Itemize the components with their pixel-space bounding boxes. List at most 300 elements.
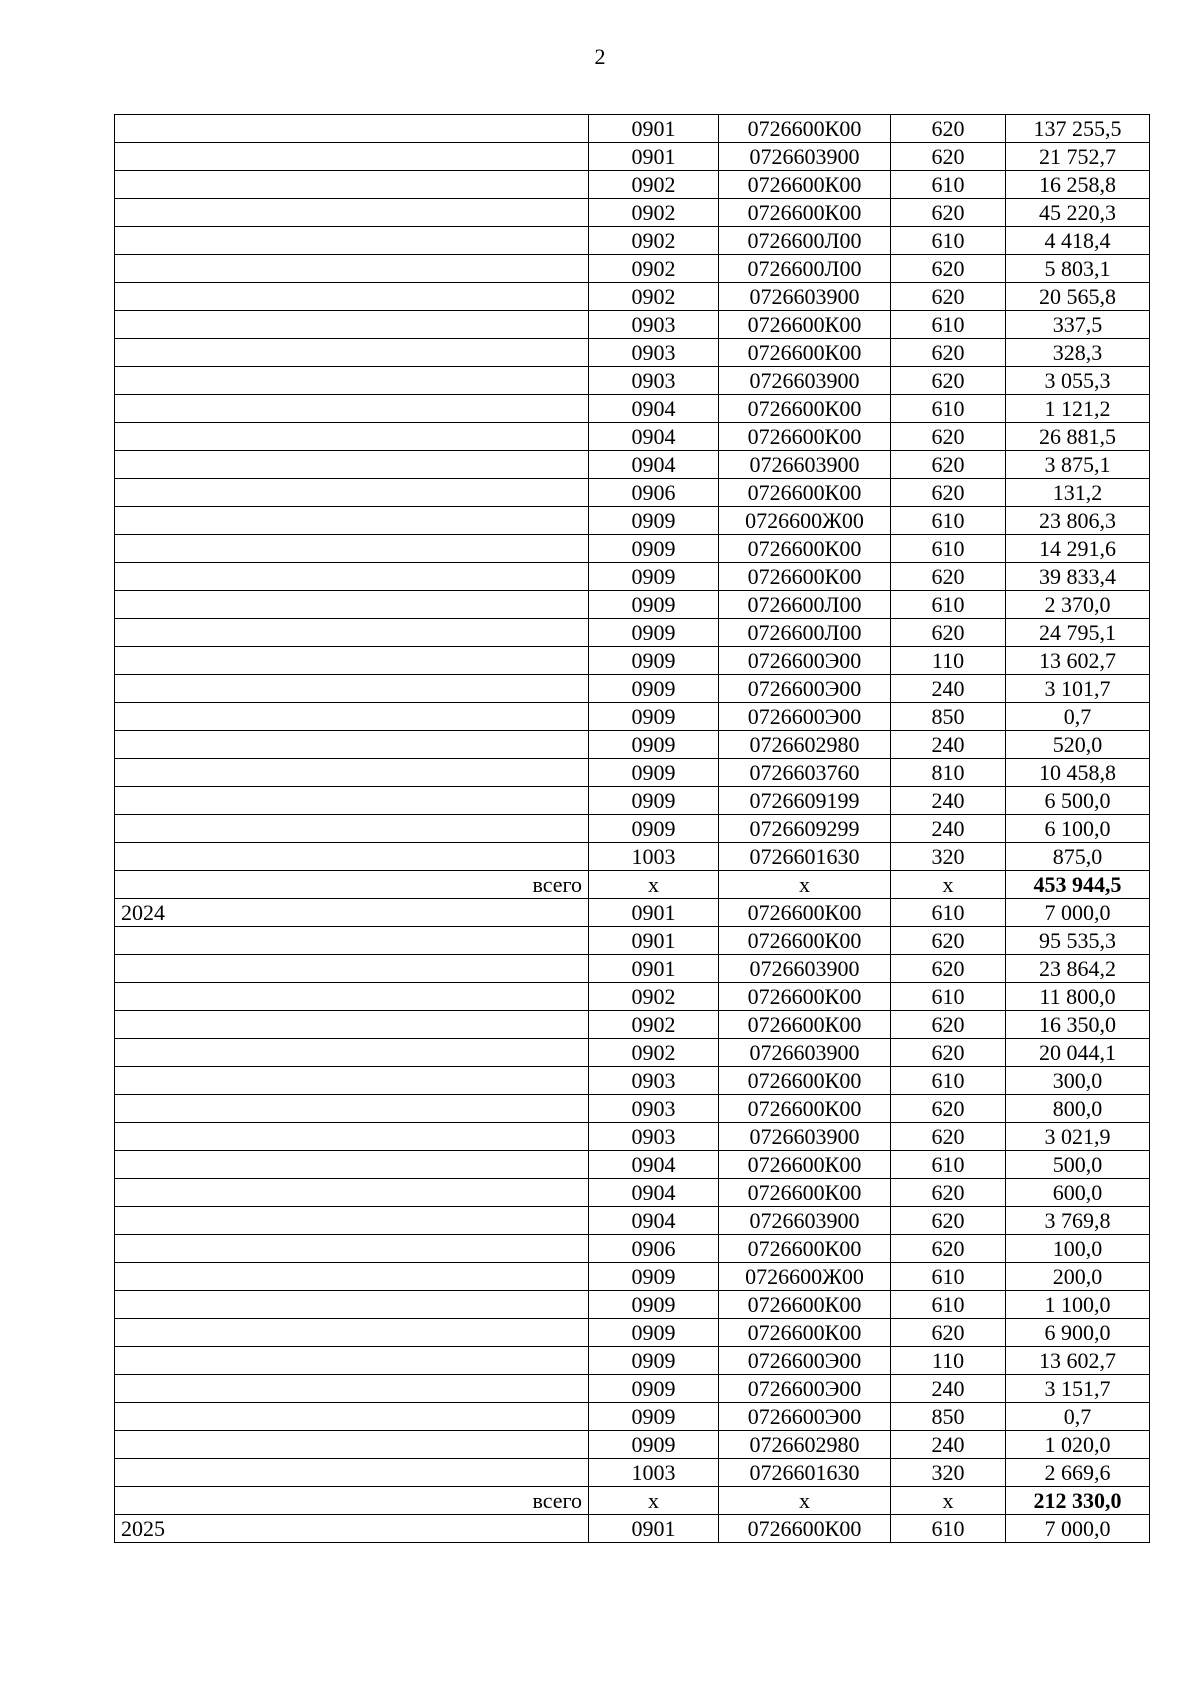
expense-type-cell: 610 <box>891 395 1006 423</box>
target-article-cell: 0726600К00 <box>719 1291 891 1319</box>
table-row <box>115 143 1150 171</box>
row-label-cell <box>115 423 589 451</box>
table-row <box>115 1291 1150 1319</box>
expense-type-cell: 850 <box>891 703 1006 731</box>
row-label-cell <box>115 115 589 143</box>
expense-type-cell: 610 <box>891 171 1006 199</box>
section-code-cell: 0909 <box>589 759 719 787</box>
amount-cell: 16 350,0 <box>1006 1011 1150 1039</box>
target-article-cell: 0726600К00 <box>719 1179 891 1207</box>
expense-type-cell: 620 <box>891 367 1006 395</box>
section-code-cell: 0909 <box>589 731 719 759</box>
row-label-cell <box>115 255 589 283</box>
row-label-cell <box>115 1011 589 1039</box>
section-code-cell: 0904 <box>589 1179 719 1207</box>
amount-cell: 3 875,1 <box>1006 451 1150 479</box>
section-code-cell: 1003 <box>589 843 719 871</box>
table-row <box>115 1431 1150 1459</box>
target-article-cell: х <box>719 871 891 899</box>
table-row <box>115 563 1150 591</box>
section-code-cell: 0902 <box>589 1011 719 1039</box>
expense-type-cell: 620 <box>891 479 1006 507</box>
row-label-cell <box>115 1207 589 1235</box>
amount-cell: 3 769,8 <box>1006 1207 1150 1235</box>
row-label-cell <box>115 1123 589 1151</box>
row-label-cell <box>115 1459 589 1487</box>
row-label-cell <box>115 927 589 955</box>
target-article-cell: 0726603900 <box>719 143 891 171</box>
section-code-cell: 0909 <box>589 1319 719 1347</box>
table-row <box>115 1095 1150 1123</box>
table-row <box>115 983 1150 1011</box>
amount-cell: 200,0 <box>1006 1263 1150 1291</box>
amount-cell: 95 535,3 <box>1006 927 1150 955</box>
target-article-cell: 0726601630 <box>719 1459 891 1487</box>
section-code-cell: 0902 <box>589 227 719 255</box>
table-row <box>115 843 1150 871</box>
table-row <box>115 899 1150 927</box>
expense-type-cell: 320 <box>891 843 1006 871</box>
row-label-cell <box>115 339 589 367</box>
target-article-cell: 0726600К00 <box>719 1151 891 1179</box>
expense-type-cell: х <box>891 871 1006 899</box>
section-code-cell: 0903 <box>589 367 719 395</box>
amount-cell: 600,0 <box>1006 1179 1150 1207</box>
row-label-cell <box>115 479 589 507</box>
amount-cell: 453 944,5 <box>1006 871 1150 899</box>
row-label-cell: 2024 <box>115 899 589 927</box>
amount-cell: 20 565,8 <box>1006 283 1150 311</box>
expense-type-cell: 240 <box>891 1375 1006 1403</box>
section-code-cell: 0903 <box>589 1123 719 1151</box>
table-row <box>115 115 1150 143</box>
expense-type-cell: 620 <box>891 283 1006 311</box>
row-label-cell <box>115 1179 589 1207</box>
table-row <box>115 647 1150 675</box>
table-total-row <box>115 871 1150 899</box>
target-article-cell: 0726600К00 <box>719 311 891 339</box>
expense-type-cell: 620 <box>891 199 1006 227</box>
section-code-cell: 0909 <box>589 591 719 619</box>
target-article-cell: 0726600Ж00 <box>719 1263 891 1291</box>
section-code-cell: 0902 <box>589 255 719 283</box>
target-article-cell: 0726609199 <box>719 787 891 815</box>
table-row <box>115 311 1150 339</box>
row-label-cell <box>115 787 589 815</box>
section-code-cell: 0909 <box>589 1431 719 1459</box>
target-article-cell: 0726600К00 <box>719 479 891 507</box>
expense-type-cell: 620 <box>891 451 1006 479</box>
table-row <box>115 507 1150 535</box>
target-article-cell: 0726600К00 <box>719 1095 891 1123</box>
expense-type-cell: 620 <box>891 927 1006 955</box>
table-row <box>115 1039 1150 1067</box>
expense-type-cell: 610 <box>891 535 1006 563</box>
expense-type-cell: 240 <box>891 815 1006 843</box>
amount-cell: 1 100,0 <box>1006 1291 1150 1319</box>
section-code-cell: х <box>589 1487 719 1515</box>
target-article-cell: 0726600Л00 <box>719 591 891 619</box>
amount-cell: 26 881,5 <box>1006 423 1150 451</box>
table-row <box>115 591 1150 619</box>
target-article-cell: 0726603900 <box>719 283 891 311</box>
target-article-cell: 0726603900 <box>719 955 891 983</box>
expense-type-cell: 610 <box>891 507 1006 535</box>
amount-cell: 1 121,2 <box>1006 395 1150 423</box>
row-label-cell <box>115 1319 589 1347</box>
target-article-cell: 0726600Л00 <box>719 255 891 283</box>
expense-type-cell: 620 <box>891 423 1006 451</box>
target-article-cell: х <box>719 1487 891 1515</box>
row-label-cell <box>115 983 589 1011</box>
table-row <box>115 171 1150 199</box>
section-code-cell: 0903 <box>589 1095 719 1123</box>
section-code-cell: 0902 <box>589 983 719 1011</box>
table-row <box>115 1151 1150 1179</box>
section-code-cell: 0904 <box>589 395 719 423</box>
target-article-cell: 0726600К00 <box>719 199 891 227</box>
section-code-cell: 0909 <box>589 1347 719 1375</box>
section-code-cell: 0909 <box>589 1375 719 1403</box>
expense-type-cell: 610 <box>891 1263 1006 1291</box>
expense-type-cell: 810 <box>891 759 1006 787</box>
amount-cell: 500,0 <box>1006 1151 1150 1179</box>
target-article-cell: 0726600К00 <box>719 395 891 423</box>
section-code-cell: 0904 <box>589 1151 719 1179</box>
row-label-cell <box>115 507 589 535</box>
section-code-cell: 0904 <box>589 1207 719 1235</box>
target-article-cell: 0726600К00 <box>719 1515 891 1543</box>
expense-type-cell: 620 <box>891 115 1006 143</box>
row-label-cell <box>115 283 589 311</box>
expense-type-cell: 620 <box>891 1039 1006 1067</box>
expense-type-cell: 620 <box>891 563 1006 591</box>
table-row <box>115 1123 1150 1151</box>
table-row <box>115 1207 1150 1235</box>
section-code-cell: 0902 <box>589 283 719 311</box>
row-label-cell <box>115 731 589 759</box>
expense-type-cell: 240 <box>891 731 1006 759</box>
amount-cell: 6 100,0 <box>1006 815 1150 843</box>
table-body <box>115 115 1150 1543</box>
expense-type-cell: 850 <box>891 1403 1006 1431</box>
amount-cell: 328,3 <box>1006 339 1150 367</box>
row-label-cell <box>115 367 589 395</box>
amount-cell: 45 220,3 <box>1006 199 1150 227</box>
amount-cell: 3 151,7 <box>1006 1375 1150 1403</box>
section-code-cell: 0909 <box>589 647 719 675</box>
amount-cell: 100,0 <box>1006 1235 1150 1263</box>
table-row <box>115 535 1150 563</box>
amount-cell: 23 864,2 <box>1006 955 1150 983</box>
table-row <box>115 423 1150 451</box>
section-code-cell: 1003 <box>589 1459 719 1487</box>
section-code-cell: 0901 <box>589 927 719 955</box>
section-code-cell: 0901 <box>589 955 719 983</box>
amount-cell: 21 752,7 <box>1006 143 1150 171</box>
expense-type-cell: 240 <box>891 787 1006 815</box>
row-label-cell <box>115 1151 589 1179</box>
section-code-cell: х <box>589 871 719 899</box>
expense-type-cell: 110 <box>891 1347 1006 1375</box>
row-label-cell <box>115 1039 589 1067</box>
table-row <box>115 1235 1150 1263</box>
table-row <box>115 1515 1150 1543</box>
row-label-cell <box>115 1375 589 1403</box>
amount-cell: 212 330,0 <box>1006 1487 1150 1515</box>
amount-cell: 13 602,7 <box>1006 647 1150 675</box>
expense-type-cell: 620 <box>891 955 1006 983</box>
expense-type-cell: 620 <box>891 1207 1006 1235</box>
expense-type-cell: 610 <box>891 1067 1006 1095</box>
target-article-cell: 0726603900 <box>719 451 891 479</box>
amount-cell: 16 258,8 <box>1006 171 1150 199</box>
target-article-cell: 0726600Э00 <box>719 675 891 703</box>
section-code-cell: 0909 <box>589 815 719 843</box>
section-code-cell: 0901 <box>589 143 719 171</box>
expense-type-cell: 620 <box>891 1095 1006 1123</box>
expense-type-cell: 620 <box>891 1319 1006 1347</box>
amount-cell: 7 000,0 <box>1006 899 1150 927</box>
expense-type-cell: 620 <box>891 143 1006 171</box>
row-label-cell <box>115 843 589 871</box>
amount-cell: 5 803,1 <box>1006 255 1150 283</box>
target-article-cell: 0726600К00 <box>719 927 891 955</box>
expense-type-cell: 620 <box>891 1179 1006 1207</box>
target-article-cell: 0726600К00 <box>719 171 891 199</box>
amount-cell: 39 833,4 <box>1006 563 1150 591</box>
target-article-cell: 0726600К00 <box>719 423 891 451</box>
amount-cell: 875,0 <box>1006 843 1150 871</box>
target-article-cell: 0726600К00 <box>719 1011 891 1039</box>
target-article-cell: 0726600К00 <box>719 1235 891 1263</box>
target-article-cell: 0726603760 <box>719 759 891 787</box>
table-row <box>115 1375 1150 1403</box>
expense-type-cell: 240 <box>891 1431 1006 1459</box>
table-row <box>115 255 1150 283</box>
row-label-cell: всего <box>115 1487 589 1515</box>
target-article-cell: 0726600К00 <box>719 563 891 591</box>
page-number: 2 <box>594 44 606 69</box>
target-article-cell: 0726600Э00 <box>719 1403 891 1431</box>
row-label-cell <box>115 703 589 731</box>
table-row <box>115 1459 1150 1487</box>
table-row <box>115 1319 1150 1347</box>
amount-cell: 6 900,0 <box>1006 1319 1150 1347</box>
row-label-cell <box>115 1291 589 1319</box>
table-row <box>115 955 1150 983</box>
section-code-cell: 0909 <box>589 535 719 563</box>
table-row <box>115 787 1150 815</box>
amount-cell: 800,0 <box>1006 1095 1150 1123</box>
target-article-cell: 0726600Л00 <box>719 619 891 647</box>
amount-cell: 3 021,9 <box>1006 1123 1150 1151</box>
section-code-cell: 0909 <box>589 1263 719 1291</box>
expense-type-cell: 610 <box>891 311 1006 339</box>
section-code-cell: 0901 <box>589 115 719 143</box>
expense-type-cell: 610 <box>891 1515 1006 1543</box>
amount-cell: 3 055,3 <box>1006 367 1150 395</box>
section-code-cell: 0904 <box>589 451 719 479</box>
row-label-cell <box>115 1431 589 1459</box>
target-article-cell: 0726603900 <box>719 1123 891 1151</box>
section-code-cell: 0903 <box>589 339 719 367</box>
table-row <box>115 703 1150 731</box>
amount-cell: 3 101,7 <box>1006 675 1150 703</box>
section-code-cell: 0902 <box>589 171 719 199</box>
amount-cell: 14 291,6 <box>1006 535 1150 563</box>
target-article-cell: 0726600К00 <box>719 535 891 563</box>
table-row <box>115 395 1150 423</box>
expense-type-cell: 610 <box>891 227 1006 255</box>
amount-cell: 137 255,5 <box>1006 115 1150 143</box>
expense-type-cell: 610 <box>891 1291 1006 1319</box>
row-label-cell <box>115 395 589 423</box>
expense-type-cell: 620 <box>891 1123 1006 1151</box>
target-article-cell: 0726600К00 <box>719 1067 891 1095</box>
target-article-cell: 0726600К00 <box>719 115 891 143</box>
target-article-cell: 0726603900 <box>719 1039 891 1067</box>
expense-type-cell: 620 <box>891 255 1006 283</box>
table-row <box>115 1263 1150 1291</box>
target-article-cell: 0726600К00 <box>719 1319 891 1347</box>
amount-cell: 300,0 <box>1006 1067 1150 1095</box>
amount-cell: 23 806,3 <box>1006 507 1150 535</box>
table-row <box>115 675 1150 703</box>
row-label-cell <box>115 675 589 703</box>
section-code-cell: 0909 <box>589 619 719 647</box>
row-label-cell <box>115 1095 589 1123</box>
target-article-cell: 0726601630 <box>719 843 891 871</box>
expense-type-cell: 610 <box>891 899 1006 927</box>
table-row <box>115 1347 1150 1375</box>
amount-cell: 13 602,7 <box>1006 1347 1150 1375</box>
table-row <box>115 1067 1150 1095</box>
expense-type-cell: 620 <box>891 339 1006 367</box>
row-label-cell <box>115 311 589 339</box>
section-code-cell: 0909 <box>589 507 719 535</box>
target-article-cell: 0726600Ж00 <box>719 507 891 535</box>
amount-cell: 7 000,0 <box>1006 1515 1150 1543</box>
row-label-cell <box>115 619 589 647</box>
amount-cell: 11 800,0 <box>1006 983 1150 1011</box>
table-row <box>115 927 1150 955</box>
section-code-cell: 0904 <box>589 423 719 451</box>
row-label-cell: всего <box>115 871 589 899</box>
section-code-cell: 0903 <box>589 1067 719 1095</box>
amount-cell: 20 044,1 <box>1006 1039 1150 1067</box>
section-code-cell: 0903 <box>589 311 719 339</box>
section-code-cell: 0909 <box>589 675 719 703</box>
row-label-cell <box>115 535 589 563</box>
expense-type-cell: 610 <box>891 1151 1006 1179</box>
row-label-cell <box>115 227 589 255</box>
expense-type-cell: х <box>891 1487 1006 1515</box>
target-article-cell: 0726609299 <box>719 815 891 843</box>
amount-cell: 10 458,8 <box>1006 759 1150 787</box>
table-row <box>115 199 1150 227</box>
amount-cell: 131,2 <box>1006 479 1150 507</box>
table-row <box>115 731 1150 759</box>
row-label-cell <box>115 563 589 591</box>
target-article-cell: 0726602980 <box>719 731 891 759</box>
table-row <box>115 367 1150 395</box>
expense-type-cell: 620 <box>891 619 1006 647</box>
row-label-cell <box>115 171 589 199</box>
amount-cell: 2 370,0 <box>1006 591 1150 619</box>
budget-table <box>114 114 1150 1543</box>
amount-cell: 0,7 <box>1006 1403 1150 1431</box>
table-total-row <box>115 1487 1150 1515</box>
amount-cell: 1 020,0 <box>1006 1431 1150 1459</box>
row-label-cell <box>115 1347 589 1375</box>
row-label-cell <box>115 1263 589 1291</box>
row-label-cell <box>115 451 589 479</box>
amount-cell: 0,7 <box>1006 703 1150 731</box>
row-label-cell <box>115 199 589 227</box>
section-code-cell: 0902 <box>589 199 719 227</box>
table-row <box>115 815 1150 843</box>
row-label-cell <box>115 1403 589 1431</box>
target-article-cell: 0726600Э00 <box>719 703 891 731</box>
table-row <box>115 1179 1150 1207</box>
table-row <box>115 1403 1150 1431</box>
section-code-cell: 0909 <box>589 787 719 815</box>
row-label-cell <box>115 647 589 675</box>
row-label-cell <box>115 143 589 171</box>
amount-cell: 24 795,1 <box>1006 619 1150 647</box>
amount-cell: 2 669,6 <box>1006 1459 1150 1487</box>
expense-type-cell: 620 <box>891 1235 1006 1263</box>
target-article-cell: 0726603900 <box>719 1207 891 1235</box>
expense-type-cell: 610 <box>891 591 1006 619</box>
table-row <box>115 283 1150 311</box>
section-code-cell: 0902 <box>589 1039 719 1067</box>
section-code-cell: 0906 <box>589 479 719 507</box>
expense-type-cell: 320 <box>891 1459 1006 1487</box>
section-code-cell: 0901 <box>589 1515 719 1543</box>
target-article-cell: 0726603900 <box>719 367 891 395</box>
section-code-cell: 0909 <box>589 1291 719 1319</box>
amount-cell: 6 500,0 <box>1006 787 1150 815</box>
amount-cell: 337,5 <box>1006 311 1150 339</box>
section-code-cell: 0909 <box>589 1403 719 1431</box>
section-code-cell: 0909 <box>589 563 719 591</box>
table-row <box>115 227 1150 255</box>
table-row <box>115 451 1150 479</box>
expense-type-cell: 240 <box>891 675 1006 703</box>
row-label-cell <box>115 1235 589 1263</box>
target-article-cell: 0726600Л00 <box>719 227 891 255</box>
table-row <box>115 479 1150 507</box>
row-label-cell <box>115 591 589 619</box>
target-article-cell: 0726600К00 <box>719 983 891 1011</box>
row-label-cell: 2025 <box>115 1515 589 1543</box>
expense-type-cell: 610 <box>891 983 1006 1011</box>
section-code-cell: 0901 <box>589 899 719 927</box>
row-label-cell <box>115 955 589 983</box>
amount-cell: 520,0 <box>1006 731 1150 759</box>
target-article-cell: 0726600Э00 <box>719 1375 891 1403</box>
expense-type-cell: 620 <box>891 1011 1006 1039</box>
target-article-cell: 0726600К00 <box>719 899 891 927</box>
row-label-cell <box>115 759 589 787</box>
target-article-cell: 0726600Э00 <box>719 1347 891 1375</box>
row-label-cell <box>115 1067 589 1095</box>
table-row <box>115 759 1150 787</box>
row-label-cell <box>115 815 589 843</box>
target-article-cell: 0726600К00 <box>719 339 891 367</box>
